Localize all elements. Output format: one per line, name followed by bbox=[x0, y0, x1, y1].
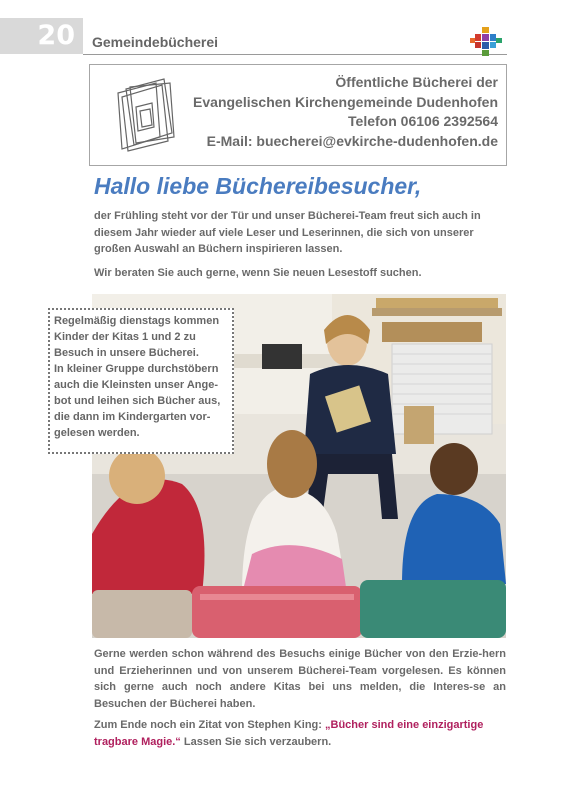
library-contact-info bbox=[193, 73, 498, 151]
advice-paragraph: Wir beraten Sie auch gerne, wenn Sie neuen Lesestoff suchen. bbox=[94, 267, 422, 279]
stephen-king-quote: „Bücher sind eine einzigartige tragbare Magie.“ bbox=[94, 719, 484, 748]
section-title: Gemeindebücherei bbox=[92, 34, 219, 50]
library-book-logo-icon bbox=[112, 75, 182, 155]
library-email: E-Mail: buecherei@evkirche-dudenhofen.de bbox=[206, 132, 498, 149]
library-phone: Telefon 06106 2392564 bbox=[348, 113, 498, 129]
closing-suffix: Lassen Sie sich verzaubern. bbox=[180, 735, 332, 748]
library-name-line1: Öffentliche Bücherei der bbox=[335, 74, 498, 90]
callout-text: Regelmäßig dienstags kommen Kinder der Kitas 1 und 2 zu Besuch in unsere Bücherei. In kleiner Gruppe durchstöbern auch die Kleinsten unser Ange- bot und leihen sich Bücher aus, die dann im Kindergarten vor- gelesen werden. bbox=[54, 315, 221, 439]
library-info-box bbox=[89, 64, 507, 166]
closing-prefix: Zum Ende noch ein Zitat von Stephen King: bbox=[94, 719, 325, 731]
kita-visits-callout bbox=[48, 308, 234, 454]
page-number-tab bbox=[0, 18, 83, 54]
body-paragraph: Gerne werden schon während des Besuchs einige Bücher von den Erzie-hern und Erzieherinnen und von unserem Bücherei-Team vorgelesen. Es können sich gerne auch noch andere Kitas bei uns melden, die Interes-se an Besuchen der Bücherei haben. bbox=[94, 648, 506, 710]
header-divider bbox=[83, 54, 507, 55]
page-number: 20 bbox=[37, 20, 75, 51]
closing-paragraph bbox=[94, 717, 506, 750]
intro-paragraph: der Frühling steht vor der Tür und unser Bücherei-Team freut sich auch in diesem Jahr wieder auf viele Leser und Leserinnen, die sich von unserer großen Auswahl an Büchern inspirieren lassen. bbox=[94, 210, 481, 255]
article-heading: Hallo liebe Büchereibesucher, bbox=[94, 173, 422, 199]
library-name-line2: Evangelischen Kirchengemeinde Dudenhofen bbox=[193, 93, 498, 110]
church-cross-logo-icon bbox=[470, 26, 502, 56]
